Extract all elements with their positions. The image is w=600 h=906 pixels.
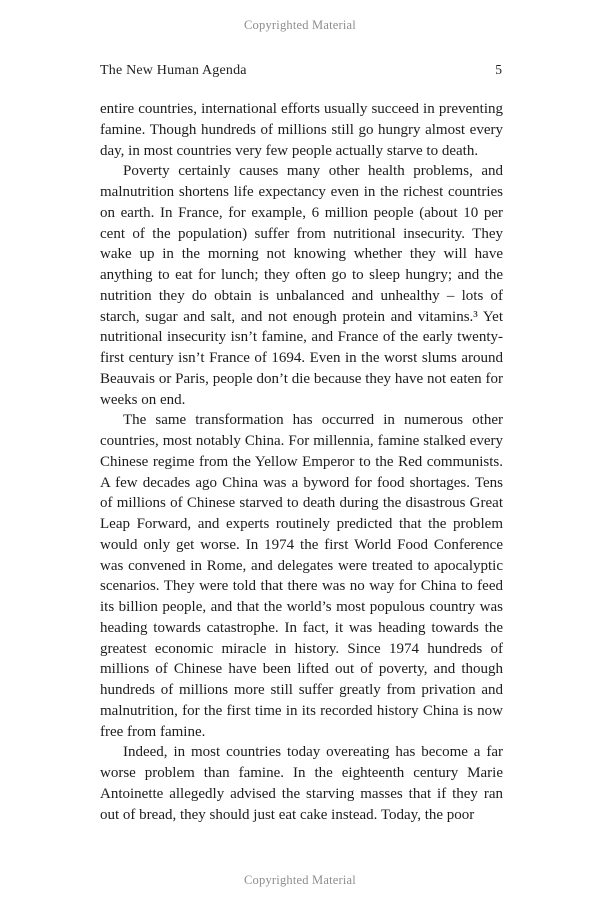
- paragraph: Indeed, in most countries today overeating has become a far worse problem than famine. In the eighteenth century Marie Antoinette allegedly advised the starving masses that if they ran out of bread, they should just eat cake instead. Today, the poor: [100, 744, 503, 823]
- page-header: [100, 62, 502, 79]
- paragraph: entire countries, international efforts usually succeed in preventing famine. Though hundreds of millions still go hungry almost every day, in most countries very few people actually starve to death.: [100, 101, 503, 159]
- running-head: The New Human Agenda: [100, 63, 247, 78]
- paragraph: The same transformation has occurred in numerous other countries, most notably China. For millennia, famine stalked every Chinese regime from the Yellow Emperor to the Red communists. A few decades ago China was a byword for food shortages. Tens of millions of Chinese starved to death during the disastrous Great Leap Forward, and experts routinely predicted that the problem would only get worse. In 1974 the first World Food Conference was convened in Rome, and delegates were treated to apocalyptic scenarios. They were told that there was no way for China to feed its billion people, and that the world’s most populous country was heading towards catastrophe. In fact, it was heading towards the greatest economic miracle in history. Since 1974 hundreds of millions of Chinese have been lifted out of poverty, and though hundreds of millions more still suffer greatly from privation and malnutrition, for the first time in its recorded history China is now free from famine.: [100, 412, 503, 740]
- watermark-top: Copyrighted Material: [244, 18, 356, 32]
- paragraph: Poverty certainly causes many other health problems, and malnutrition shortens life expectancy even in the richest countries on earth. In France, for example, 6 million people (about 10 per cent of the population) suffer from nutritional insecurity. They wake up in the morning not knowing whether they will have anything to eat for lunch; they often go to sleep hungry; and the nutrition they do obtain is unbalanced and unhealthy – lots of starch, sugar and salt, and not enough protein and vitamins.³ Yet nutritional insecurity isn’t famine, and France of the early twenty-first century isn’t France of 1694. Even in the worst slums around Beauvais or Paris, people don’t die because they have not eaten for weeks on end.: [100, 163, 503, 408]
- watermark-bottom: Copyrighted Material: [244, 873, 356, 887]
- page-body: [100, 99, 503, 825]
- page-number: 5: [495, 62, 502, 77]
